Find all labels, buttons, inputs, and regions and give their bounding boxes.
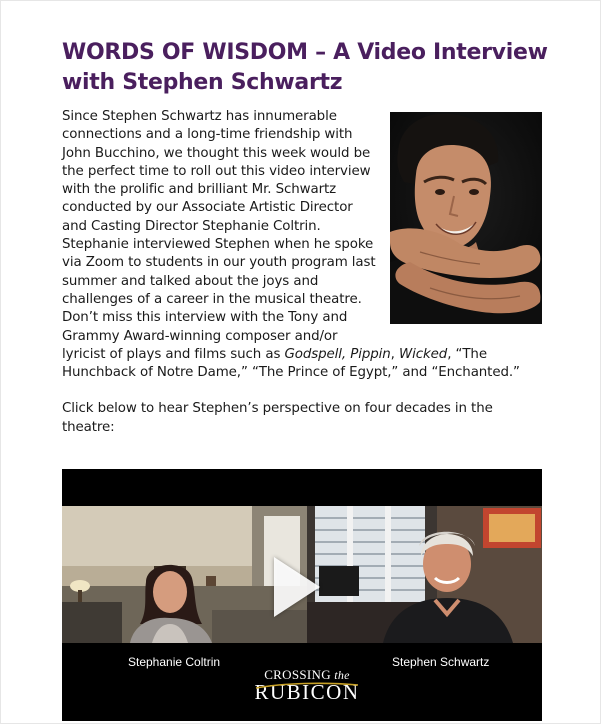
show-wicked: Wicked [398,346,448,362]
portrait-illustration [390,112,542,324]
play-icon[interactable] [274,557,320,617]
logo-swoosh-icon [254,682,360,690]
article-body [62,108,542,437]
logo-word-the: the [330,668,350,682]
caption-stephen: Stephen Schwartz [392,655,490,669]
caption-stephanie: Stephanie Coltrin [128,655,221,669]
stephanie-room-scene [62,506,307,643]
article-title: WORDS OF WISDOM – A Video Interview with Stephen Schwartz [62,40,548,95]
stephen-schwartz-portrait [390,112,542,324]
video-frame-stephen [307,506,542,643]
video-frame-stephanie [62,506,307,643]
paragraph-1-lead: Since Stephen Schwartz has innumerable connections and a long-time friendship with John Bucchino, we thought this week would be the perfect time to roll out this video interview with the prolific and brilliant Mr. Schwartz conducted by our Associate Artistic Director and Casting Director Stephanie Coltrin. Stephanie interviewed Stephen when he spoke via Zoom to students in our youth program last summer and talked about the joys and challenges of a career in the musical theatre. Don’t miss this interview with the Tony and Grammy Award-winning composer and/or lyricist of plays and films such as [62,109,376,362]
show-pippin: Pippin [350,346,391,362]
video-player[interactable] [62,469,542,721]
show-godspell: Godspell, [284,346,347,362]
stephen-room-scene [307,506,542,643]
crossing-the-rubicon-logo [252,668,362,703]
logo-word-rubicon: RUBICON [254,680,360,704]
article-paragraph-2: Click below to hear Stephen’s perspective on four decades in the theatre: [62,401,493,435]
paragraph-1-tail: , “The Hunchback of Notre Dame,” “The Prince of Egypt,” and “Enchanted.” [62,346,520,381]
logo-word-crossing: CROSSING [264,667,331,682]
show-separator: , [390,346,399,362]
